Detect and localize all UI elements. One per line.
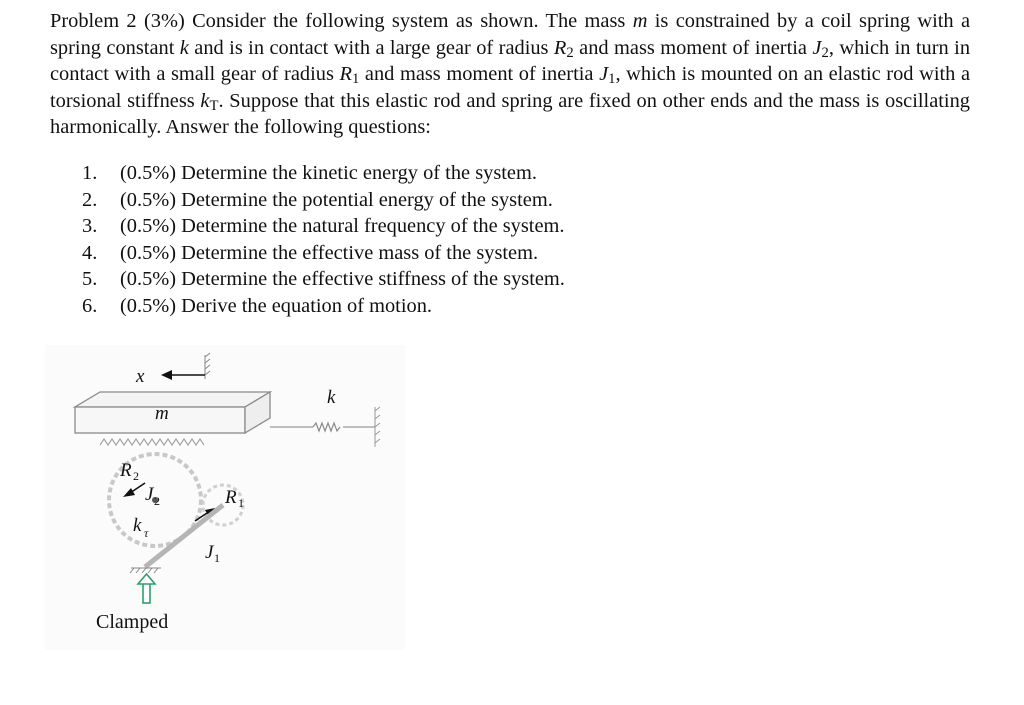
problem-text: , which in turn in contact with a small gear of radius	[50, 36, 971, 86]
problem-text: Problem 2 (3%) Consider the following system as shown. The mass	[50, 10, 633, 32]
problem-text: . Suppose that this elastic rod and spring are fixed on other ends and the mass is oscillating harmonically. Answer the following questions:	[50, 89, 970, 139]
symbol-kt: k	[200, 89, 210, 112]
kt-label: k	[133, 515, 142, 536]
symbol-r2-sub: 2	[566, 44, 574, 61]
symbol-k: k	[179, 36, 189, 59]
r2-sub: 2	[133, 469, 139, 483]
r2-label: R	[120, 460, 132, 481]
symbol-kt-sub: T	[209, 97, 219, 114]
problem-text: and mass moment of inertia	[573, 36, 813, 59]
question-item	[82, 187, 565, 214]
question-item	[82, 293, 565, 320]
question-number: 5.	[82, 268, 98, 291]
question-text: (0.5%) Determine the kinetic energy of the system.	[120, 162, 537, 184]
j2-sub: 2	[154, 494, 160, 508]
m-label: m	[155, 403, 169, 424]
question-item	[82, 240, 565, 267]
question-number: 4.	[82, 241, 98, 264]
question-text: (0.5%) Determine the effective stiffness of the system.	[120, 268, 565, 291]
symbol-j1: J	[599, 63, 609, 86]
r1-sub: 1	[238, 496, 244, 510]
symbol-j2-sub: 2	[821, 44, 829, 61]
question-number: 1.	[82, 162, 98, 184]
symbol-r2: R	[553, 36, 567, 59]
problem-text: and mass moment of inertia	[359, 63, 600, 86]
question-text: (0.5%) Determine the potential energy of the system.	[120, 188, 553, 211]
problem-statement	[50, 8, 970, 141]
symbol-r1: R	[339, 63, 352, 86]
symbol-j2: J	[812, 36, 822, 59]
j1-sub: 1	[214, 551, 220, 565]
question-item	[82, 160, 565, 187]
x-label: x	[136, 366, 145, 387]
question-text: (0.5%) Determine the natural frequency of the system.	[120, 215, 565, 238]
clamped-label: Clamped	[96, 611, 169, 633]
kt-sub: τ	[144, 526, 149, 540]
question-text: (0.5%) Determine the effective mass of the system.	[120, 241, 539, 264]
k-label: k	[327, 387, 336, 408]
problem-text: is constrained by a coil spring with a spring constant	[50, 10, 971, 59]
system-figure	[45, 345, 405, 650]
system-diagram	[45, 345, 405, 650]
r1-label: R	[225, 487, 237, 508]
mass-block	[75, 392, 270, 433]
question-item	[82, 266, 565, 293]
question-list	[82, 160, 565, 320]
question-number: 3.	[82, 215, 98, 238]
question-item	[82, 213, 565, 240]
problem-text: , which is mounted on an elastic rod with a torsional stiffness	[50, 63, 971, 112]
question-number: 6.	[82, 294, 98, 317]
symbol-r1-sub: 1	[351, 71, 360, 88]
question-text: (0.5%) Derive the equation of motion.	[120, 294, 433, 317]
symbol-m: m	[632, 10, 648, 32]
j2-label: J	[145, 484, 154, 505]
problem-text: and is in contact with a large gear of radius	[188, 36, 554, 59]
symbol-j1-sub: 1	[608, 71, 616, 88]
question-number: 2.	[82, 188, 98, 211]
j1-label: J	[205, 542, 214, 563]
